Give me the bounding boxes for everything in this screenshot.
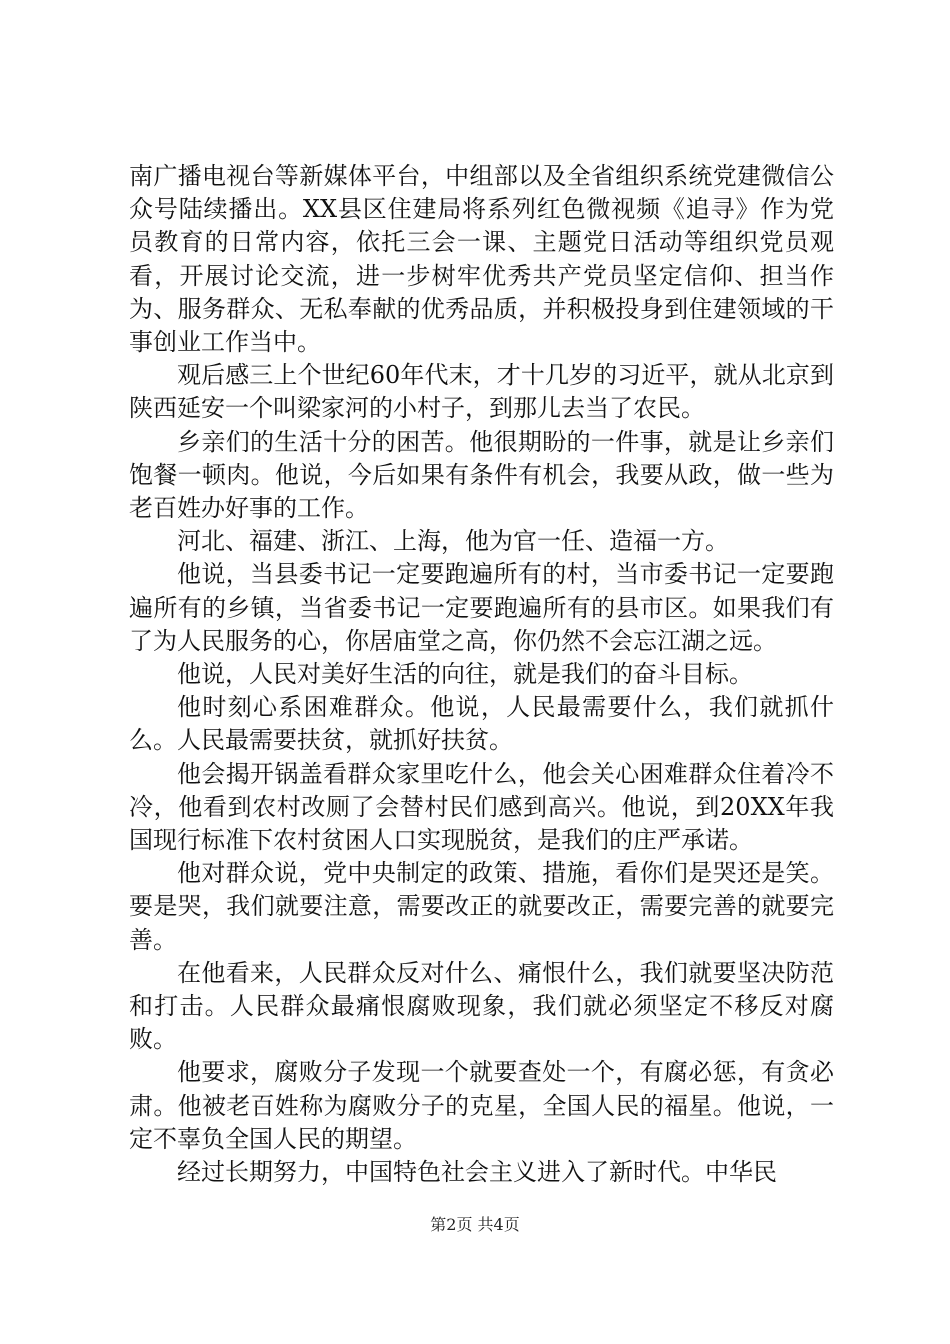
paragraph: 乡亲们的生活十分的困苦。他很期盼的一件事，就是让乡亲们饱餐一顿肉。他说，今后如果有条件有机会，我要从政，做一些为老百姓办好事的工作。 — [129, 427, 834, 523]
paragraph: 他要求，腐败分子发现一个就要查处一个，有腐必惩，有贪必肃。他被老百姓称为腐败分子的克星，全国人民的福星。他说，一定不辜负全国人民的期望。 — [129, 1058, 834, 1153]
paragraph: 他时刻心系困难群众。他说，人民最需要什么，我们就抓什么。人民最需要扶贫，就抓好扶贫。 — [129, 693, 834, 755]
paragraph: 他说，人民对美好生活的向往，就是我们的奋斗目标。 — [177, 660, 753, 689]
document-body — [129, 160, 834, 1189]
paragraph: 观后感三上个世纪60年代末，才十几岁的习近平，就从北京到陕西延安一个叫梁家河的小村子，到那儿去当了农民。 — [129, 361, 834, 423]
paragraph: 在他看来，人民群众反对什么、痛恨什么，我们就要坚决防范和打击。人民群众最痛恨腐败现象，我们就必须坚定不移反对腐败。 — [129, 958, 834, 1054]
paragraph: 经过长期努力，中国特色社会主义进入了新时代。中华民 — [177, 1158, 777, 1187]
paragraph: 他说，当县委书记一定要跑遍所有的村，当市委书记一定要跑遍所有的乡镇，当省委书记一定要跑遍所有的县市区。如果我们有了为人民服务的心，你居庙堂之高，你仍然不会忘江湖之远。 — [129, 560, 834, 655]
paragraph-continuation: 南广播电视台等新媒体平台，中组部以及全省组织系统党建微信公众号陆续播出。XX县区住建局将系列红色微视频《追寻》作为党员教育的日常内容，依托三会一课、主题党日活动等组织党员观看，开展讨论交流，进一步树牢优秀共产党员坚定信仰、担当作为、服务群众、无私奉献的优秀品质，并积极投身到住建领域的干事创业工作当中。 — [129, 162, 834, 357]
paragraph: 他对群众说，党中央制定的政策、措施，看你们是哭还是笑。要是哭，我们就要注意，需要改正的就要改正，需要完善的就要完善。 — [129, 859, 834, 954]
paragraph: 他会揭开锅盖看群众家里吃什么，他会关心困难群众住着冷不冷，他看到农村改厕了会替村民们感到高兴。他说，到20XX年我国现行标准下农村贫困人口实现脱贫，是我们的庄严承诺。 — [129, 759, 834, 855]
page-number-footer: 第2页 共4页 — [430, 1215, 520, 1234]
paragraph: 河北、福建、浙江、上海，他为官一任、造福一方。 — [177, 527, 729, 556]
